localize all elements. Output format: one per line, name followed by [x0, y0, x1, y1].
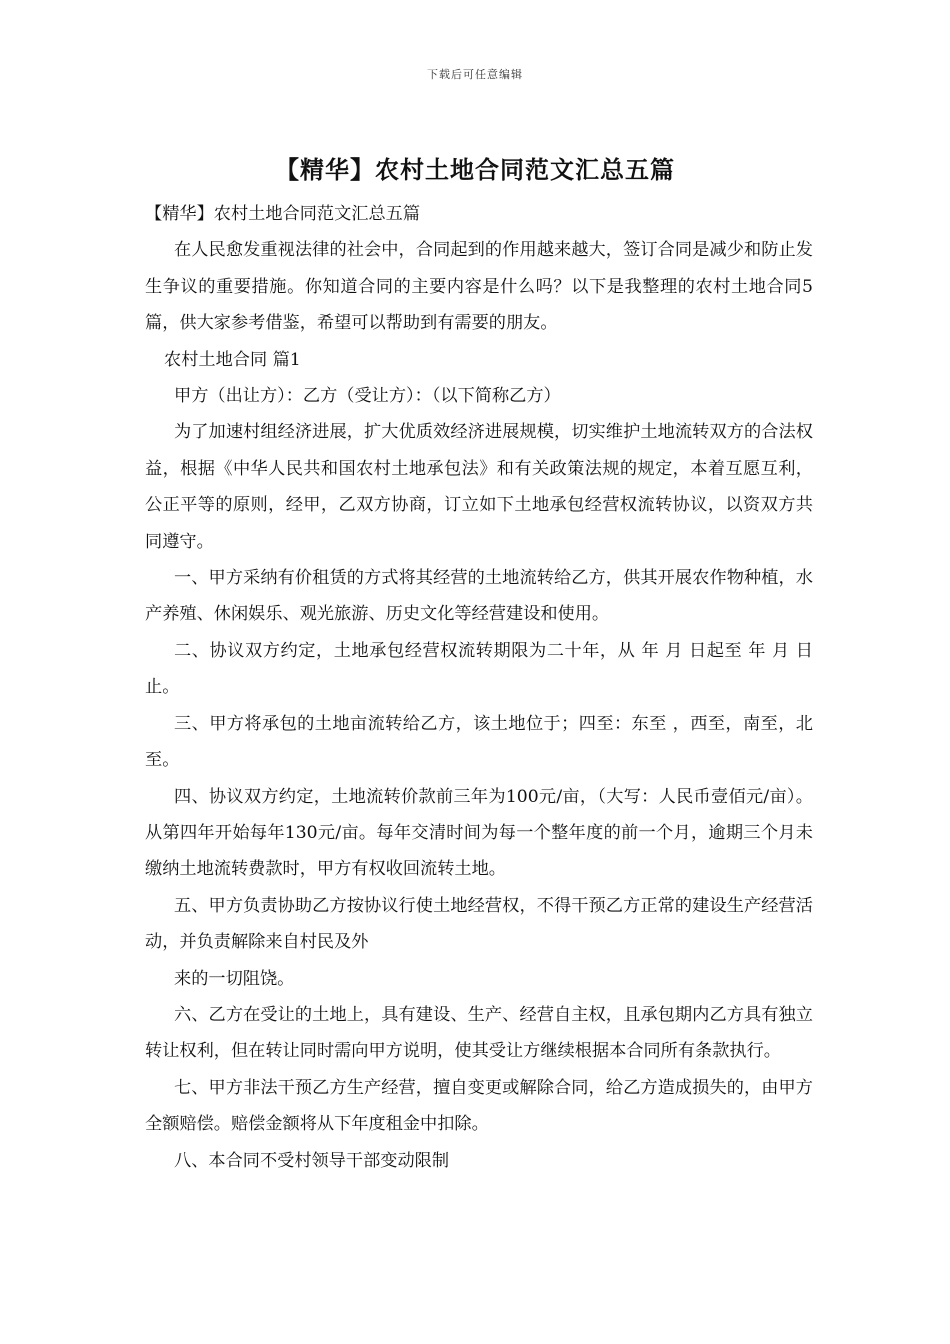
- clause-8: 八、本合同不受村领导干部变动限制: [174, 1150, 450, 1171]
- subtitle-line: 【精华】农村土地合同范文汇总五篇: [145, 204, 421, 224]
- clause-5-continued: 来的一切阻饶。: [174, 968, 295, 989]
- document-body: [145, 196, 813, 1179]
- clause-1: 一、甲方采纳有价租赁的方式将其经营的土地流转给乙方，供其开展农作物种植，水产养殖、休闲娱乐、观光旅游、历史文化等经营建设和使用。: [145, 568, 813, 625]
- clause-4: 四、协议双方约定，土地流转价款前三年为100元/亩，（大写：人民币壹佰元/亩）。从第四年开始每年130元/亩。每年交清时间为每一个整年度的前一个月，逾期三个月未缴纳土地流转费款时，甲方有权收回流转土地。: [145, 786, 813, 880]
- clause-2: 二、协议双方约定，土地承包经营权流转期限为二十年，从 年 月 日起至 年 月 日止。: [145, 640, 813, 698]
- header-note: 下载后可任意编辑: [427, 68, 523, 81]
- clause-5: 五、甲方负责协助乙方按协议行使土地经营权，不得干预乙方正常的建设生产经营活动，并负责解除来自村民及外: [145, 895, 813, 953]
- clause-6: 六、乙方在受让的土地上，具有建设、生产、经营自主权，且承包期内乙方具有独立转让权利，但在转让同时需向甲方说明，使其受让方继续根据本合同所有条款执行。: [145, 1004, 813, 1062]
- section-heading: 农村土地合同 篇1: [164, 349, 301, 370]
- parties-line: 甲方（出让方）：乙方（受让方）：（以下简称乙方）: [174, 386, 561, 407]
- preamble-paragraph: 为了加速村组经济进展，扩大优质效经济进展规模，切实维护土地流转双方的合法权益，根据《中华人民共和国农村土地承包法》和有关政策法规的规定，本着互愿互利，公正平等的原则，经甲，乙双方协商，订立如下土地承包经营权流转协议，以资双方共同遵守。: [145, 422, 813, 552]
- clause-7: 七、甲方非法干预乙方生产经营，擅自变更或解除合同，给乙方造成损失的，由甲方全额赔偿。赔偿金额将从下年度租金中扣除。: [145, 1077, 813, 1135]
- clause-3: 三、甲方将承包的土地亩流转给乙方，该土地位于；四至：东至 ，西至，南至，北至。: [145, 713, 813, 771]
- intro-paragraph: 在人民愈发重视法律的社会中，合同起到的作用越来越大，签订合同是减少和防止发生争议的重要措施。你知道合同的主要内容是什么吗？以下是我整理的农村土地合同5篇，供大家参考借鉴，希望可以帮助到有需要的朋友。: [145, 240, 813, 334]
- document-title: 【精华】农村土地合同范文汇总五篇: [275, 155, 675, 184]
